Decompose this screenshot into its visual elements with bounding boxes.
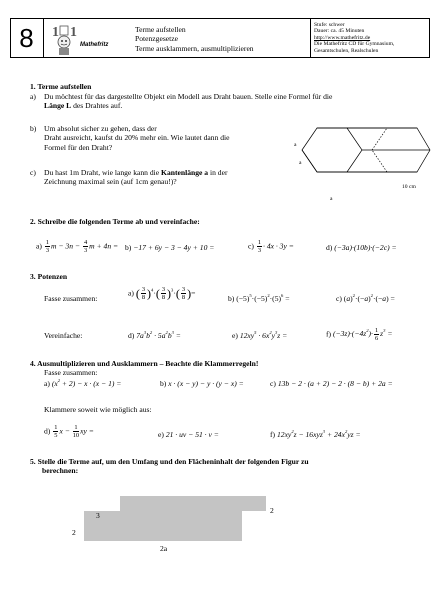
mathefritz-logo <box>50 22 122 56</box>
task4-heading: 4. Ausmultiplizieren und Ausklammern – Beachte die Klammerregeln! <box>30 359 259 368</box>
task2-b: b) −17 + 6y − 3 − 4y + 10 = <box>125 243 215 252</box>
task1-a-line2 <box>44 101 424 110</box>
task1-heading: 1. Terme aufstellen <box>30 82 92 91</box>
task3-e: e) $12xy^5 \cdot 6x^2y^3z$ = <box>232 330 288 340</box>
header-title-3: Terme ausklammern, ausmultiplizieren <box>135 43 254 53</box>
logo-text: Mathefritz <box>80 42 109 48</box>
task1-b-text <box>44 124 284 152</box>
header-separator <box>310 18 311 58</box>
task4-sub2: Klammere soweit wie möglich aus: <box>44 405 152 414</box>
fraction: $\frac{1}{3}$ <box>257 239 262 254</box>
task3-vereinfache-label: Vereinfache: <box>44 331 83 340</box>
task4-c: c) 13b − 2 · (a + 2) − 2 · (8 − b) + 2a = <box>270 379 393 388</box>
task1-b-line3: Formel für den Draht? <box>44 142 113 152</box>
header-title-1: Terme aufstellen <box>135 25 186 34</box>
task2-d: d) (−3a)·(10b)·(−2c) = <box>326 243 397 252</box>
task4-e: e) 21 · uv − 51 · v = <box>158 430 219 439</box>
header-info-cd-1: Die Mathefritz CD für Gymnasium, <box>314 41 395 48</box>
task1-c-part-a: Du hast 1m Draht, wie lange kann die <box>44 168 162 177</box>
task5-heading-line2: berechnen: <box>42 466 79 476</box>
figure-top-block <box>120 496 266 511</box>
task1-c-part-b: in der <box>208 168 228 177</box>
task1-b-line1: Um absolut sicher zu gehen, dass der <box>44 124 157 133</box>
task2-c: c) $\frac{1}{3}$ · 4x · 3y = <box>248 239 294 254</box>
header-info-url[interactable]: http://www.mathefritz.de <box>314 34 371 41</box>
task4-f: f) $12xy^2z - 16xyz^3 + 24x^2yz$ = <box>270 429 361 439</box>
task2-a <box>36 239 118 254</box>
task5-heading-line1: 5. Stelle die Terme auf, um den Umfang und den Flächeninhalt der folgenden Figur zu <box>30 457 309 466</box>
svg-text:1: 1 <box>70 25 77 40</box>
task2-a-label: a) <box>36 241 42 251</box>
worksheet-number: 8 <box>10 18 44 58</box>
fraction: $\frac{4}{3}$ <box>83 239 88 254</box>
figure-length-label: 10 cm <box>402 184 416 190</box>
figure-label-a-left2: a <box>299 160 302 166</box>
task1-c-line1 <box>44 168 284 177</box>
task3-a: a) ( $\frac{3}{8}$ )$^4$·( $\frac{3}{8}$ )$^3$·( $\frac{3}{8}$ )= <box>128 286 196 301</box>
task1-b-label: b) <box>30 124 37 133</box>
header-info-duration: Dauer: ca. 45 Minuten <box>314 28 365 35</box>
task1-a-line1: Du möchtest für das dargestellte Objekt ein Modell aus Draht bauen. Stelle eine Formel für die <box>44 92 333 101</box>
figure-label-2a: 2a <box>160 544 168 553</box>
task3-f: f) $(-3z)\cdot(-4z^2)\cdot$ $\frac{1}{6}$ $z^3$ = <box>326 327 393 342</box>
task3-b: b) $(-5)^5\cdot(-5)^2\cdot(5)^6$ = <box>228 293 290 303</box>
task4-a: a) $(x^2 + 2) - x \cdot (x - 1)$ = <box>44 378 122 388</box>
task2-a-post: m + 4n = <box>89 241 119 251</box>
figure-label-2-right: 2 <box>270 506 274 515</box>
task4-d: d) $\frac{1}{5}$ x − $\frac{1}{10}$ xy = <box>44 424 94 439</box>
task1-c-text <box>44 168 284 187</box>
task1-a-rest: des Drahtes auf. <box>71 101 123 111</box>
figure-label-3: 3 <box>96 511 100 520</box>
svg-text:1: 1 <box>52 25 59 40</box>
task1-a-label: a) <box>30 92 36 101</box>
task3-fasse-label: Fasse zusammen: <box>44 294 98 303</box>
task4-sub1: Fasse zusammen: <box>44 368 98 377</box>
task1-a-bold: Länge L <box>44 101 72 111</box>
task1-a-text <box>44 92 424 111</box>
task1-c-label: c) <box>30 168 36 177</box>
task3-d: d) $7a^3b^2 \cdot 5a^2b^3$ = <box>128 330 181 340</box>
figure-label-a-bottom: a <box>330 196 333 202</box>
task1-b-line2: Draht ausreicht, kaufst du 20% mehr ein. Wie lautet dann die <box>44 133 230 143</box>
task4-b: b) x · (x − y) − y · (y − x) = <box>160 379 244 388</box>
hexagonal-prism-figure <box>292 120 432 205</box>
header-info-cd-2: Gesamtschulen, Realschulen <box>314 47 379 54</box>
header-info <box>314 22 429 54</box>
figure-bottom-block <box>84 511 242 541</box>
header-info-level: Stufe: schwer <box>314 22 345 28</box>
header-titles <box>135 25 254 53</box>
task5-heading <box>30 457 430 476</box>
task3-heading: 3. Potenzen <box>30 272 68 281</box>
figure-label-2-left: 2 <box>72 528 76 537</box>
task1-c-bold: Kantenlänge a <box>161 168 209 177</box>
task2-a-mid: m − 3n − <box>51 241 82 251</box>
fraction: $\frac{1}{3}$ <box>45 239 50 254</box>
figure-label-a-left: a <box>294 142 297 148</box>
task1-c-line2: Zeichnung maximal sein (auf 1cm genau!)? <box>44 177 177 187</box>
task2-heading: 2. Schreibe die folgenden Terme ab und vereinfache: <box>30 217 200 226</box>
header-title-2: Potenzgesetze <box>135 34 179 44</box>
task3-c: c) $(a)^2\cdot(-a)^2\cdot(-a)$ = <box>336 293 395 303</box>
